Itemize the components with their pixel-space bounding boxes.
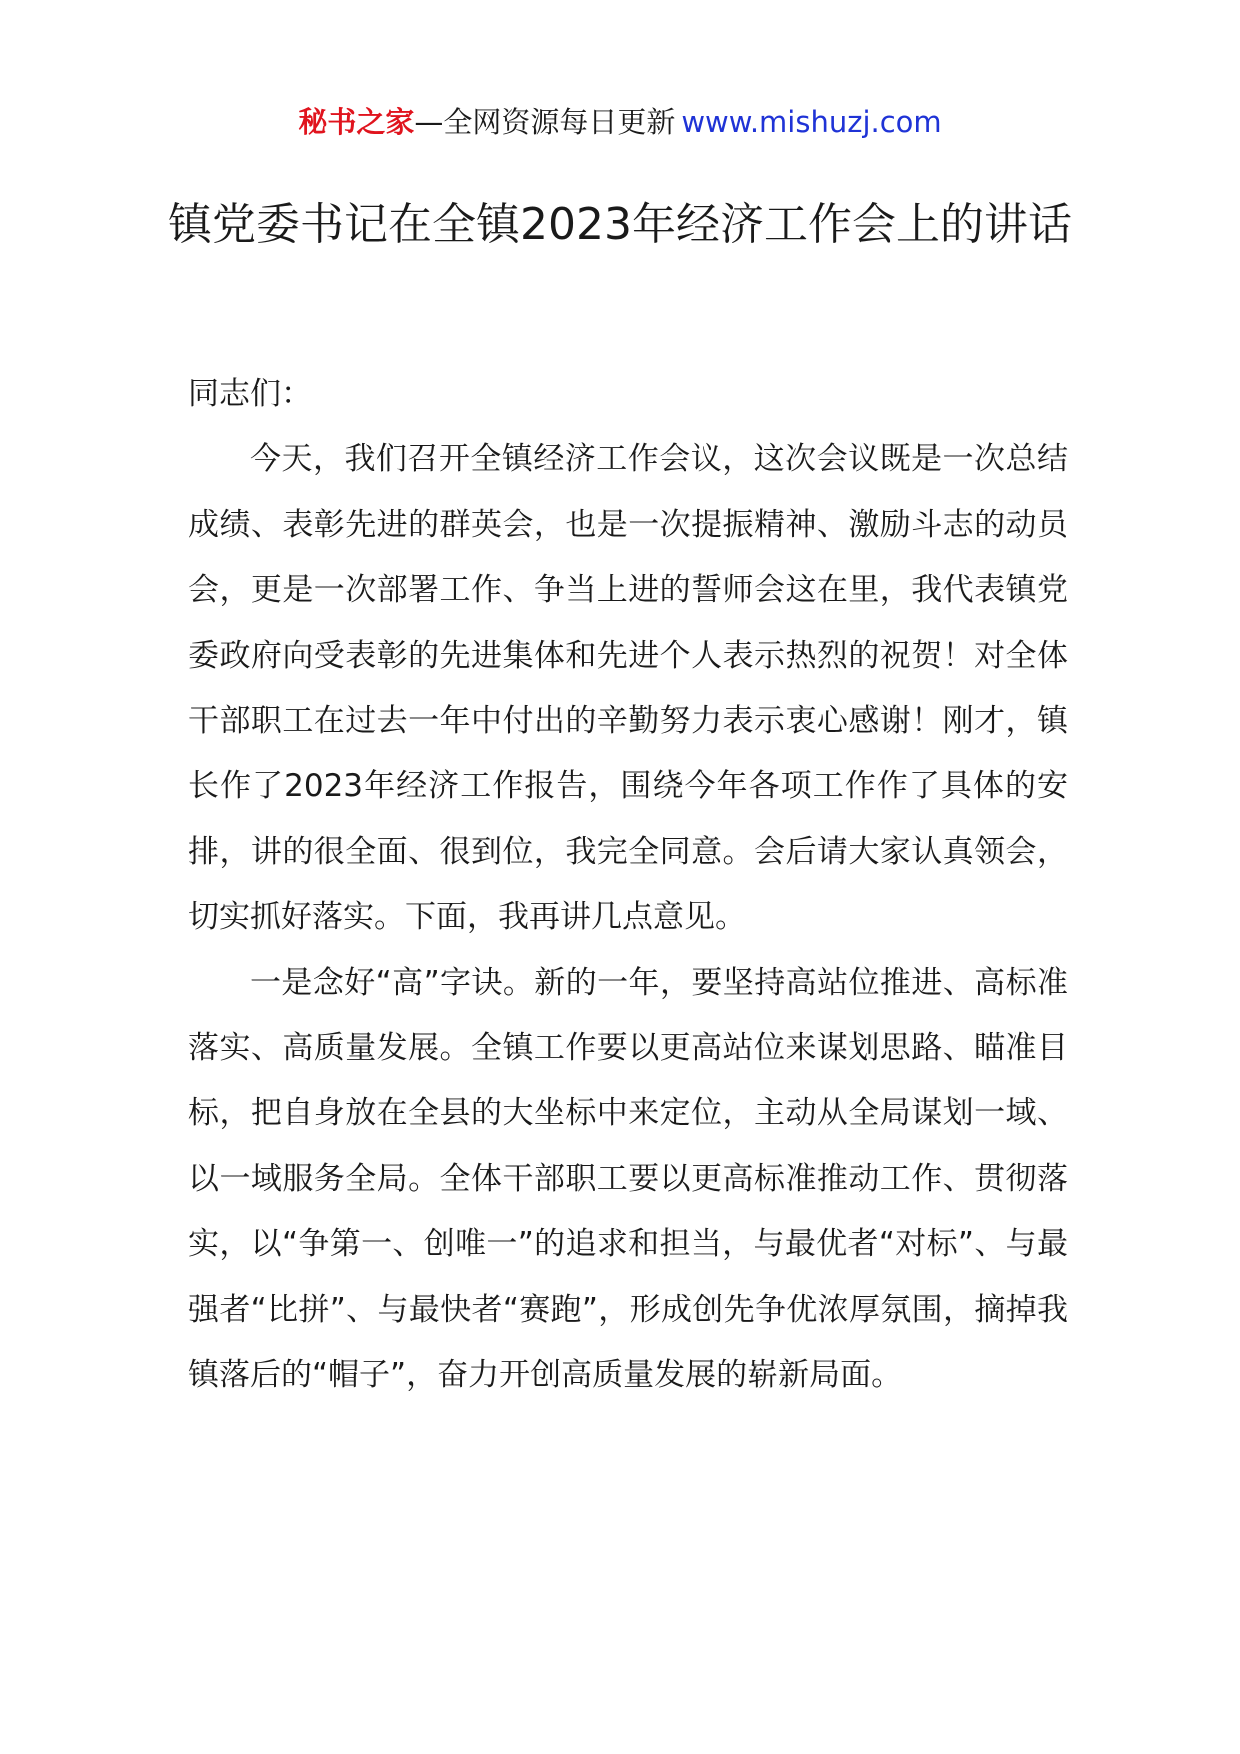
site-url-link[interactable]: www.mishuzj.com [681,105,942,139]
site-header [0,100,1240,144]
paragraph-opening: 今天，我们召开全镇经济工作会议，这次会议既是一次总结成绩、表彰先进的群英会，也是一次提振精神、激励斗志的动员会，更是一次部署工作、争当上进的誓师会这在里，我代表镇党委政府向受表彰的先进集体和先进个人表示热烈的祝贺！对全体干部职工在过去一年中付出的辛勤努力表示衷心感谢！刚才，镇长作了2023年经济工作报告，围绕今年各项工作作了具体的安排，讲的很全面、很到位，我完全同意。会后请大家认真领会，切实抓好落实。下面，我再讲几点意见。 [188,441,1068,936]
brand-name: 秘书之家 [298,105,415,139]
document-body [188,362,1068,1409]
header-tagline: —全网资源每日更新 [414,105,676,139]
document-title: 镇党委书记在全镇2023年经济工作会上的讲话 [168,199,1072,250]
salutation: 同志们： [188,376,312,412]
paragraph-point-one: 一是念好“高”字诀。新的一年，要坚持高站位推进、高标准落实、高质量发展。全镇工作要以更高站位来谋划思路、瞄准目标，把自身放在全县的大坐标中来定位，主动从全局谋划一域、以一域服务全局。全体干部职工要以更高标准推动工作、贯彻落实，以“争第一、创唯一”的追求和担当，与最优者“对标”、与最强者“比拼”、与最快者“赛跑”，形成创先争优浓厚氛围，摘掉我镇落后的“帽子”，奋力开创高质量发展的崭新局面。 [188,964,1068,1394]
